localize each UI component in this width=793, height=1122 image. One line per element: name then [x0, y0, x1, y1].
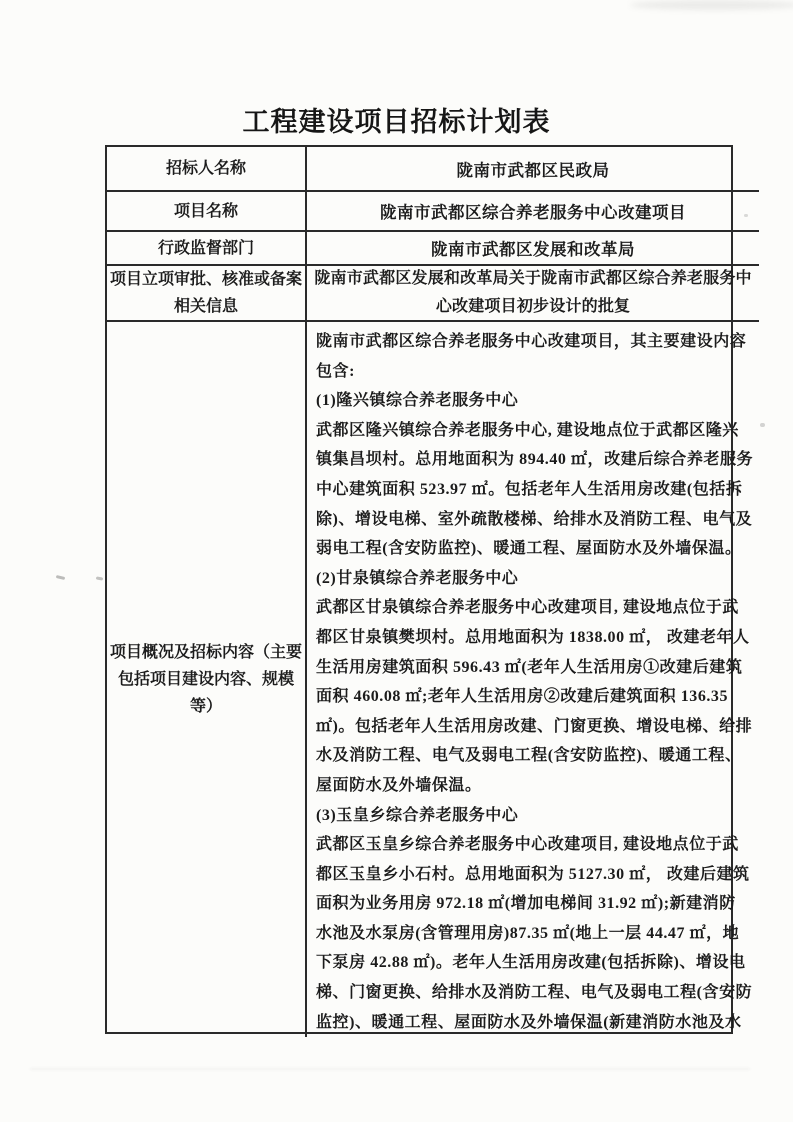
project-overview-text [307, 322, 759, 1037]
row-label-supervisory-department: 行政监督部门 [107, 232, 307, 266]
scan-speck [56, 575, 65, 580]
overview-line: 弱电工程(含安防监控)、暖通工程、屋面防水及外墙保温。 [316, 540, 742, 558]
overview-line: (1)隆兴镇综合养老服务中心 [316, 392, 519, 410]
row-label-bidder-name: 招标人名称 [107, 147, 307, 192]
overview-line: 面积 460.08 ㎡;老年人生活用房②改建后建筑面积 136.35 [316, 688, 729, 706]
row-label-project-overview: 项目概况及招标内容（主要包括项目建设内容、规模等） [107, 322, 307, 1037]
row-value-project-name: 陇南市武都区综合养老服务中心改建项目 [307, 192, 759, 232]
scan-speck [760, 423, 765, 427]
overview-line: 都区甘泉镇樊坝村。总用地面积为 1838.00 ㎡， 改建老年人 [316, 628, 750, 646]
row-label-project-name: 项目名称 [107, 192, 307, 232]
overview-line: 武都区玉皇乡综合养老服务中心改建项目, 建设地点位于武 [316, 836, 739, 854]
scan-streak [30, 1068, 750, 1070]
scan-speck [96, 576, 103, 580]
overview-line: (3)玉皇乡综合养老服务中心 [316, 806, 519, 824]
row-value-approval-info: 陇南市武都区发展和改革局关于陇南市武都区综合养老服务中心改建项目初步设计的批复 [307, 266, 759, 322]
overview-line: (2)甘泉镇综合养老服务中心 [316, 569, 519, 587]
overview-line: 中心建筑面积 523.97 ㎡。包括老年人生活用房改建(包括拆 [316, 480, 743, 498]
page-title: 工程建设项目招标计划表 [242, 107, 551, 137]
overview-line: 武都区甘泉镇综合养老服务中心改建项目, 建设地点位于武 [316, 599, 739, 617]
scan-smudge [630, 0, 793, 10]
overview-line: 除)、增设电梯、室外疏散楼梯、给排水及消防工程、电气及 [316, 510, 753, 528]
overview-line: ㎡)。包括老年人生活用房改建、门窗更换、增设电梯、给排 [316, 717, 753, 735]
overview-line: 面积为业务用房 972.18 ㎡(增加电梯间 31.92 ㎡);新建消防 [316, 895, 736, 913]
overview-line: 陇南市武都区综合养老服务中心改建项目，其主要建设内容 [316, 333, 747, 350]
overview-line: 水池及水泵房(含管理用房)87.35 ㎡(地上一层 44.47 ㎡，地 [316, 924, 740, 942]
overview-line: 都区玉皇乡小石村。总用地面积为 5127.30 ㎡， 改建后建筑 [316, 865, 750, 883]
overview-line: 包含: [316, 362, 355, 380]
overview-line: 梯、门窗更换、给排水及消防工程、电气及弱电工程(含安防 [316, 984, 753, 1002]
row-value-supervisory-department: 陇南市武都区发展和改革局 [307, 232, 759, 266]
overview-line: 镇集昌坝村。总用地面积为 894.40 ㎡，改建后综合养老服务 [316, 451, 754, 469]
overview-line: 武都区隆兴镇综合养老服务中心, 建设地点位于武都区隆兴 [316, 421, 739, 439]
overview-line: 下泵房 42.88 ㎡)。老年人生活用房改建(包括拆除)、增设电 [316, 954, 746, 972]
overview-line: 生活用房建筑面积 596.43 ㎡(老年人生活用房①改建后建筑 [316, 658, 743, 676]
row-value-bidder-name: 陇南市武都区民政局 [307, 147, 759, 192]
overview-line: 水及消防工程、电气及弱电工程(含安防监控)、暖通工程、 [316, 747, 742, 765]
overview-line: 屋面防水及外墙保温。 [316, 776, 482, 794]
row-label-approval-info: 项目立项审批、核准或备案相关信息 [107, 266, 307, 322]
overview-line: 监控)、暖通工程、屋面防水及外墙保温(新建消防水池及水 [316, 1013, 742, 1031]
bidding-plan-table [105, 145, 754, 1034]
